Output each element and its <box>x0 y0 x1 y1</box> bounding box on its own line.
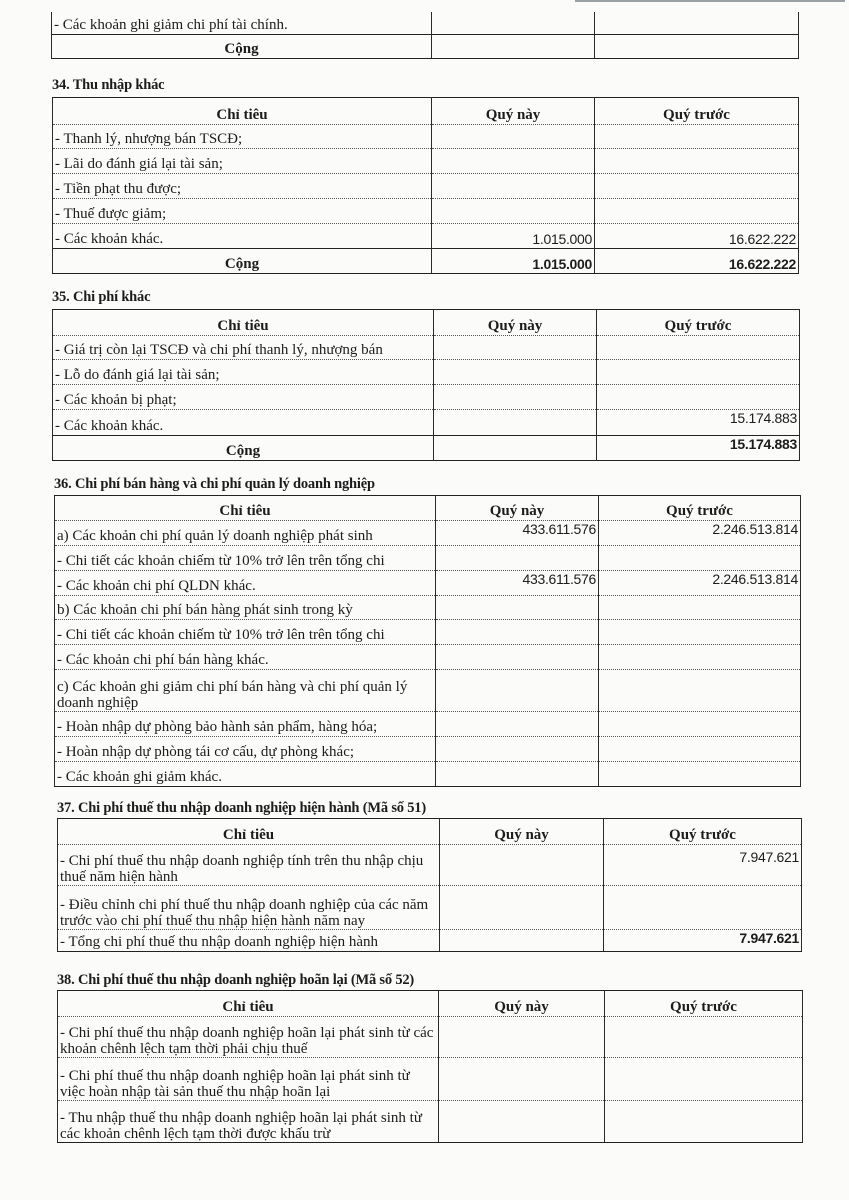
q-prev-value <box>597 360 800 385</box>
q-prev-value <box>595 125 799 149</box>
q-prev-value: 2.246.513.814 <box>599 571 801 596</box>
q-this-value <box>436 620 599 645</box>
q-prev-value <box>599 670 801 712</box>
q-this-value <box>436 546 599 571</box>
row-label: - Các khoản ghi giảm khác. <box>55 762 436 787</box>
table-row <box>53 224 799 249</box>
table-row <box>52 12 799 34</box>
row-label: - Các khoản khác. <box>53 224 432 249</box>
q-prev-value: 7.947.621 <box>604 930 802 952</box>
row-label: - Các khoản chi phí QLDN khác. <box>55 571 436 596</box>
row-label: - Thu nhập thuế thu nhập doanh nghiệp hoãn lại phát sinh từ các khoản chênh lệch tạm thời được khấu trừ <box>58 1101 439 1143</box>
total-q-this <box>432 34 595 58</box>
total-label: Cộng <box>52 34 432 58</box>
q-prev-value <box>605 1017 803 1058</box>
header-row <box>53 310 800 336</box>
q-this-value <box>436 712 599 737</box>
row-label: - Điều chỉnh chi phí thuế thu nhập doanh nghiệp của các năm trước vào chi phí thuế thu nhập hiện hành năm nay <box>58 886 440 930</box>
row-label: c) Các khoản ghi giảm chi phí bán hàng và chi phí quản lý doanh nghiệp <box>55 670 436 712</box>
row-label: - Các khoản ghi giảm chi phí tài chính. <box>52 12 432 34</box>
table-row <box>55 762 801 787</box>
q-this-value <box>436 762 599 787</box>
q-prev-value <box>599 737 801 762</box>
section-38-title: 38. Chi phí thuế thu nhập doanh nghiệp hoãn lại (Mã số 52) <box>57 972 415 988</box>
q-this-value <box>432 125 595 149</box>
q-prev-value <box>595 199 799 224</box>
total-row <box>53 436 800 461</box>
header-row <box>58 991 803 1017</box>
table-row <box>53 336 800 360</box>
col-header-quy-nay: Quý này <box>432 98 595 125</box>
q-this-value <box>434 385 597 410</box>
section-34-title: 34. Thu nhập khác <box>52 77 165 93</box>
q-this-value <box>434 410 597 436</box>
table-sec36 <box>54 495 801 787</box>
table-row <box>55 521 801 546</box>
table-row <box>53 360 800 385</box>
col-header-chi-tieu: Chỉ tiêu <box>55 496 436 521</box>
q-this-value <box>440 930 604 952</box>
q-prev-value <box>599 546 801 571</box>
q-this-value <box>439 1058 605 1101</box>
q-this-value <box>436 737 599 762</box>
col-header-quy-truoc: Quý trước <box>605 991 803 1017</box>
table-sec37 <box>57 818 802 952</box>
table-row <box>53 199 799 224</box>
table-row <box>58 886 802 930</box>
header-row <box>55 496 801 521</box>
q-prev-value <box>597 336 800 360</box>
section-36-title: 36. Chi phí bán hàng và chi phí quản lý doanh nghiệp <box>54 476 375 492</box>
col-header-chi-tieu: Chỉ tiêu <box>58 991 439 1017</box>
table-row <box>55 737 801 762</box>
table-row <box>55 620 801 645</box>
total-q-this: 1.015.000 <box>432 249 595 274</box>
row-label: a) Các khoản chi phí quản lý doanh nghiệp phát sinh <box>55 521 436 546</box>
q-this-value <box>434 360 597 385</box>
q-prev-value <box>604 886 802 930</box>
q-prev-value: 15.174.883 <box>597 410 800 436</box>
q-this-value <box>436 645 599 670</box>
q-prev-value <box>605 1058 803 1101</box>
table-row <box>53 149 799 174</box>
scan-edge-artifact <box>575 0 845 2</box>
q-prev-value <box>599 762 801 787</box>
col-header-chi-tieu: Chỉ tiêu <box>53 310 434 336</box>
table-row <box>55 670 801 712</box>
row-label: - Thuế được giảm; <box>53 199 432 224</box>
q-this-value <box>436 670 599 712</box>
q-this-value: 433.611.576 <box>436 521 599 546</box>
col-header-quy-nay: Quý này <box>440 819 604 845</box>
table-row <box>58 1101 803 1143</box>
table-row <box>53 385 800 410</box>
q-this-value <box>439 1017 605 1058</box>
row-label: - Tiền phạt thu được; <box>53 174 432 199</box>
total-label: Cộng <box>53 436 434 461</box>
table-sec38 <box>57 990 803 1143</box>
row-label: - Chi phí thuế thu nhập doanh nghiệp hoãn lại phát sinh từ các khoản chênh lệch tạm thời phải chịu thuế <box>58 1017 439 1058</box>
table-row <box>58 1017 803 1058</box>
row-label: - Chi phí thuế thu nhập doanh nghiệp tính trên thu nhập chịu thuế năm hiện hành <box>58 845 440 886</box>
table-row <box>55 645 801 670</box>
col-header-quy-nay: Quý này <box>439 991 605 1017</box>
q-this-value <box>432 12 595 34</box>
total-q-this <box>434 436 597 461</box>
q-this-value <box>440 886 604 930</box>
table-row <box>58 930 802 952</box>
total-q-prev: 16.622.222 <box>595 249 799 274</box>
q-prev-value: 16.622.222 <box>595 224 799 249</box>
row-label: - Giá trị còn lại TSCĐ và chi phí thanh lý, nhượng bán <box>53 336 434 360</box>
row-label: - Các khoản chi phí bán hàng khác. <box>55 645 436 670</box>
q-prev-value: 7.947.621 <box>604 845 802 886</box>
total-q-prev <box>595 34 799 58</box>
row-label: - Chi phí thuế thu nhập doanh nghiệp hoãn lại phát sinh từ việc hoàn nhập tài sản thuế thu nhập hoãn lại <box>58 1058 439 1101</box>
row-label: - Tổng chi phí thuế thu nhập doanh nghiệp hiện hành <box>58 930 440 952</box>
row-label: - Thanh lý, nhượng bán TSCĐ; <box>53 125 432 149</box>
table-sec35 <box>52 309 800 461</box>
q-prev-value <box>595 149 799 174</box>
table-sec33-tail <box>51 12 799 59</box>
q-prev-value <box>595 12 799 34</box>
q-this-value <box>432 174 595 199</box>
table-row <box>55 712 801 737</box>
table-row <box>53 410 800 436</box>
q-this-value <box>440 845 604 886</box>
q-this-value <box>436 596 599 620</box>
q-this-value: 1.015.000 <box>432 224 595 249</box>
col-header-quy-nay: Quý này <box>434 310 597 336</box>
row-label: - Hoàn nhập dự phòng tái cơ cấu, dự phòng khác; <box>55 737 436 762</box>
col-header-quy-nay: Quý này <box>436 496 599 521</box>
row-label: - Chi tiết các khoản chiếm từ 10% trở lên trên tổng chi <box>55 620 436 645</box>
q-prev-value <box>597 385 800 410</box>
total-label: Cộng <box>53 249 432 274</box>
table-row <box>53 174 799 199</box>
header-row <box>53 98 799 125</box>
section-35-title: 35. Chi phí khác <box>52 289 151 305</box>
col-header-quy-truoc: Quý trước <box>595 98 799 125</box>
q-this-value <box>439 1101 605 1143</box>
header-row <box>58 819 802 845</box>
col-header-quy-truoc: Quý trước <box>604 819 802 845</box>
q-prev-value <box>599 596 801 620</box>
total-row <box>53 249 799 274</box>
row-label: b) Các khoản chi phí bán hàng phát sinh trong kỳ <box>55 596 436 620</box>
section-37-title: 37. Chi phí thuế thu nhập doanh nghiệp hiện hành (Mã số 51) <box>57 800 426 816</box>
q-prev-value <box>599 620 801 645</box>
row-label: - Lãi do đánh giá lại tài sản; <box>53 149 432 174</box>
row-label: - Các khoản bị phạt; <box>53 385 434 410</box>
table-row <box>53 125 799 149</box>
col-header-chi-tieu: Chỉ tiêu <box>53 98 432 125</box>
q-prev-value: 2.246.513.814 <box>599 521 801 546</box>
table-row <box>58 845 802 886</box>
q-prev-value <box>595 174 799 199</box>
total-q-prev: 15.174.883 <box>597 436 800 461</box>
row-label: - Hoàn nhập dự phòng bảo hành sản phẩm, hàng hóa; <box>55 712 436 737</box>
table-row <box>55 596 801 620</box>
col-header-quy-truoc: Quý trước <box>597 310 800 336</box>
row-label: - Lỗ do đánh giá lại tài sản; <box>53 360 434 385</box>
row-label: - Các khoản khác. <box>53 410 434 436</box>
table-row <box>55 546 801 571</box>
table-row <box>55 571 801 596</box>
q-prev-value <box>605 1101 803 1143</box>
q-this-value <box>432 199 595 224</box>
total-row <box>52 34 799 58</box>
col-header-chi-tieu: Chỉ tiêu <box>58 819 440 845</box>
table-sec34 <box>52 97 799 274</box>
table-row <box>58 1058 803 1101</box>
q-prev-value <box>599 645 801 670</box>
q-prev-value <box>599 712 801 737</box>
row-label: - Chi tiết các khoản chiếm từ 10% trở lên trên tổng chi <box>55 546 436 571</box>
q-this-value <box>434 336 597 360</box>
col-header-quy-truoc: Quý trước <box>599 496 801 521</box>
q-this-value: 433.611.576 <box>436 571 599 596</box>
q-this-value <box>432 149 595 174</box>
